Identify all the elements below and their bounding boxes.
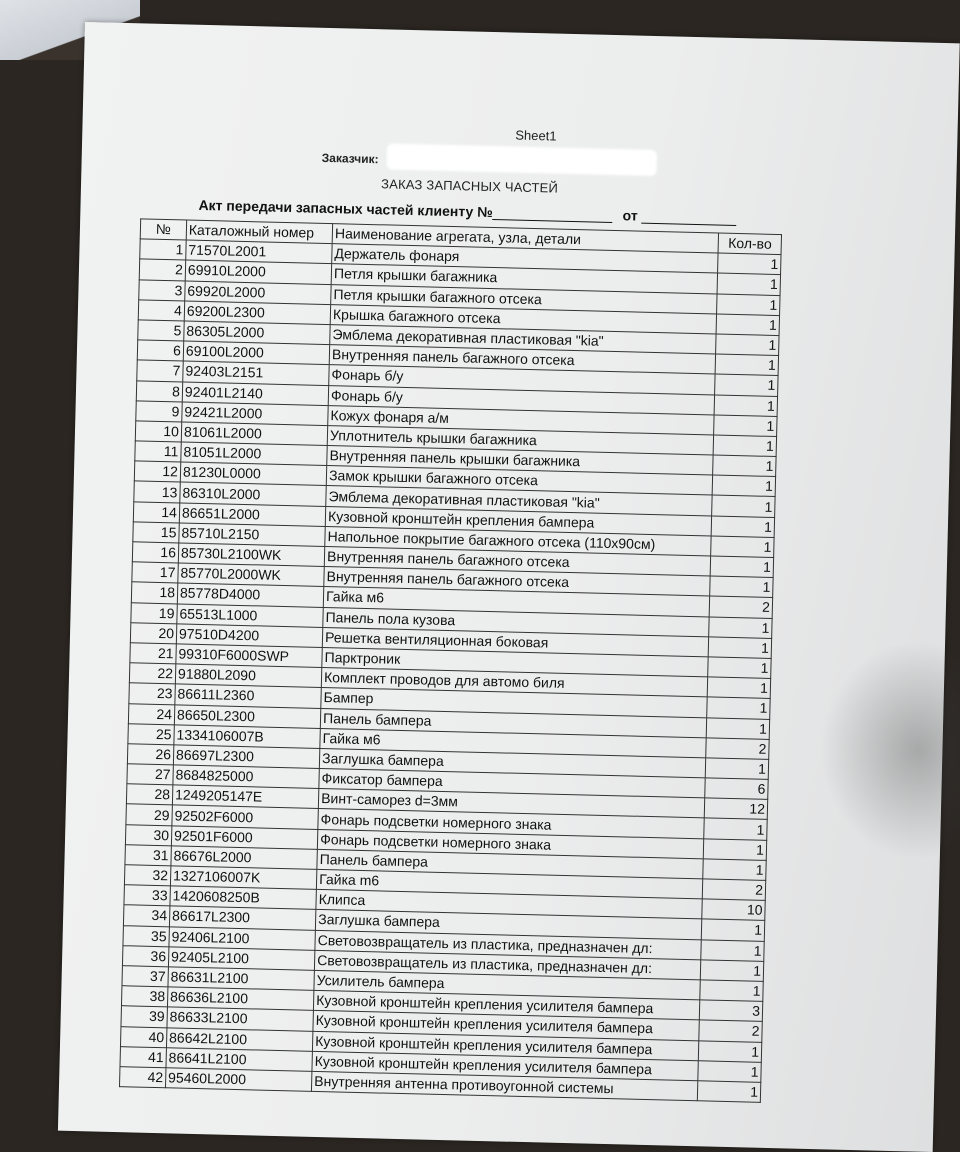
row-catalog-number: 86310L2000 [180,482,327,506]
row-number: 14 [133,501,179,522]
row-quantity: 1 [707,697,770,719]
row-part-name: Петля крышки багажника [331,264,718,294]
row-number: 18 [131,582,177,603]
row-quantity: 1 [711,516,774,538]
row-quantity: 1 [717,273,780,295]
row-part-name: Панель пола кузова [323,607,710,637]
row-number: 34 [123,905,169,926]
row-quantity: 1 [709,637,772,659]
header-catalog-number: Каталожный номер [186,220,333,244]
row-number: 9 [136,401,182,422]
row-catalog-number: 69910L2000 [185,260,332,284]
row-number: 8 [136,380,182,401]
row-catalog-number: 92401L2140 [182,381,329,405]
row-number: 42 [119,1067,165,1088]
row-quantity: 12 [705,798,768,820]
row-part-name: Комплект проводов для автомо биля [321,668,708,698]
row-part-name: Напольное покрытие багажного отсека (110х90см) [325,526,712,556]
row-catalog-number: 86651L2000 [179,503,326,527]
row-quantity: 1 [715,354,778,376]
row-part-name: Заглушка бампера [319,748,706,778]
row-part-name: Клипса [316,890,703,920]
row-quantity: 1 [703,859,766,881]
row-number: 31 [125,845,171,866]
row-part-name: Решетка вентиляционная боковая [322,627,709,657]
row-quantity: 1 [713,435,776,457]
row-catalog-number: 86650L2300 [174,704,321,728]
row-catalog-number: 95460L2000 [165,1068,312,1092]
row-catalog-number: 81051L2000 [181,442,328,466]
row-quantity: 1 [707,717,770,739]
row-quantity: 1 [712,475,775,497]
row-quantity: 1 [718,253,781,275]
row-catalog-number: 92405L2100 [168,947,315,971]
row-part-name: Фонарь б/у [328,385,715,415]
row-number: 15 [133,522,179,543]
row-quantity: 1 [710,556,773,578]
row-catalog-number: 91880L2090 [175,664,322,688]
row-number: 2 [139,259,185,280]
row-quantity: 1 [714,395,777,417]
row-quantity: 1 [709,616,772,638]
row-quantity: 1 [717,294,780,316]
row-number: 12 [134,461,180,482]
row-quantity: 10 [702,899,765,921]
act-title-text: Акт передачи запасных частей клиенту [198,196,474,220]
row-catalog-number: 85710L2150 [179,523,326,547]
row-quantity: 1 [698,1081,761,1103]
row-number: 32 [124,865,170,886]
row-number: 38 [121,986,167,1007]
row-catalog-number: 86641L2100 [166,1047,313,1071]
row-catalog-number: 81061L2000 [181,422,328,446]
row-number: 29 [126,804,172,825]
row-number: 39 [121,1006,167,1027]
row-quantity: 2 [699,1020,762,1042]
row-part-name: Кожух фонаря а/м [328,405,715,435]
row-catalog-number: 65513L1000 [177,603,324,627]
row-quantity: 1 [704,818,767,840]
row-quantity: 2 [710,596,773,618]
row-part-name: Гайка м6 [320,728,707,758]
row-number: 17 [132,562,178,583]
row-part-name: Кузовной кронштейн крепления бампера [325,506,712,536]
row-part-name: Петля крышки багажного отсека [331,284,718,314]
row-part-name: Внутренняя панель багажного отсека [329,345,716,375]
row-part-name: Усилитель бампера [314,970,701,1000]
row-number: 25 [128,723,174,744]
row-catalog-number: 86617L2300 [169,906,316,930]
row-catalog-number: 71570L2001 [186,240,333,264]
row-quantity: 1 [716,334,779,356]
row-catalog-number: 1420608250B [170,886,317,910]
row-catalog-number: 69920L2000 [185,281,332,305]
row-catalog-number: 86697L2300 [173,745,320,769]
row-catalog-number: 97510D4200 [176,624,323,648]
row-number: 28 [126,784,172,805]
row-number: 22 [129,663,175,684]
row-part-name: Внутренняя панель крышки багажника [327,446,714,476]
row-number: 26 [127,744,173,765]
row-quantity: 1 [700,980,763,1002]
row-part-name: Фиксатор бампера [319,769,706,799]
row-number: 19 [131,602,177,623]
row-catalog-number: 86611L2360 [175,684,322,708]
row-quantity: 2 [703,879,766,901]
row-part-name: Световозвращатель из пластика, предназначен дл: [314,950,701,980]
row-part-name: Панель бампера [317,849,704,879]
row-part-name: Парктроник [322,647,709,677]
row-part-name: Замок крышки багажного отсека [326,466,713,496]
row-part-name: Фонарь подсветки номерного знака [317,829,704,859]
row-part-name: Кузовной кронштейн крепления усилителя бампера [313,1011,700,1041]
row-number: 10 [135,421,181,442]
customer-label: Заказчик: [321,150,379,167]
row-part-name: Крышка багажного отсека [330,304,717,334]
paper-sheet [58,22,960,1152]
row-catalog-number: 92502F6000 [172,805,319,829]
header-number: № [140,219,186,240]
row-quantity: 1 [712,495,775,517]
row-quantity: 1 [713,455,776,477]
row-number: 20 [130,623,176,644]
row-part-name: Кузовной кронштейн крепления усилителя бампера [313,991,700,1021]
row-part-name: Гайка м6 [323,587,710,617]
row-part-name: Винт-саморез d=3мм [318,789,705,819]
row-number: 23 [129,683,175,704]
row-catalog-number: 86631L2100 [168,967,315,991]
row-quantity: 1 [710,576,773,598]
row-part-name: Световозвращатель из пластика, предназначен дл: [315,930,702,960]
row-quantity: 1 [708,677,771,699]
row-part-name: Бампер [321,688,708,718]
row-catalog-number: 92406L2100 [169,926,316,950]
row-catalog-number: 86642L2100 [166,1027,313,1051]
row-part-name: Фонарь подсветки номерного знака [318,809,705,839]
number-sign: № [477,203,494,221]
row-number: 4 [138,300,184,321]
row-quantity: 1 [714,415,777,437]
row-catalog-number: 8684825000 [173,765,320,789]
document-title: ЗАКАЗ ЗАПАСНЫХ ЧАСТЕЙ [380,176,559,196]
redacted-customer-name [386,143,657,176]
row-number: 30 [125,824,171,845]
row-quantity: 2 [706,738,769,760]
row-number: 7 [137,360,183,381]
row-part-name: Кузовной кронштейн крепления усилителя бампера [312,1051,699,1081]
row-number: 40 [120,1026,166,1047]
row-catalog-number: 99310F6000SWP [176,644,323,668]
date-blank [641,209,736,226]
row-number: 21 [130,643,176,664]
row-number: 11 [135,441,181,462]
table-body [119,239,781,1102]
row-number: 41 [120,1046,166,1067]
row-number: 36 [122,945,168,966]
row-catalog-number: 92501F6000 [171,825,318,849]
row-number: 13 [134,481,180,502]
row-part-name: Кузовной кронштейн крепления усилителя бампера [313,1031,700,1061]
row-quantity: 1 [702,919,765,941]
row-catalog-number: 1249205147E [172,785,319,809]
row-part-name: Эмблема декоративная пластиковая "kia" [330,325,717,355]
header-quantity: Кол-во [718,233,781,255]
row-quantity: 1 [701,960,764,982]
row-number: 33 [124,885,170,906]
row-quantity: 1 [699,1040,762,1062]
row-quantity: 6 [705,778,768,800]
number-blank [493,205,613,223]
row-part-name: Панель бампера [320,708,707,738]
row-number: 5 [138,320,184,341]
row-part-name: Внутренняя панель багажного отсека [324,547,711,577]
row-number: 3 [139,279,185,300]
row-catalog-number: 69200L2300 [184,301,331,325]
row-quantity: 1 [704,838,767,860]
parts-table [119,218,782,1102]
row-part-name: Эмблема декоративная пластиковая "kia" [326,486,713,516]
row-quantity: 1 [715,374,778,396]
row-number: 27 [127,764,173,785]
row-quantity: 1 [698,1060,761,1082]
row-number: 1 [140,239,186,260]
row-number: 16 [132,542,178,563]
row-number: 37 [122,966,168,987]
row-quantity: 1 [708,657,771,679]
row-part-name: Заглушка бампера [315,910,702,940]
row-catalog-number: 1327106007K [170,866,317,890]
row-catalog-number: 1334106007B [174,725,321,749]
sheet-label: Sheet1 [515,127,557,144]
row-catalog-number: 92403L2151 [183,361,330,385]
row-catalog-number: 69100L2000 [183,341,330,365]
row-catalog-number: 85730L2100WK [178,543,325,567]
row-catalog-number: 85770L2000WK [178,563,325,587]
row-number: 35 [123,925,169,946]
row-part-name: Уплотнитель крышки багажника [327,425,714,455]
row-catalog-number: 92421L2000 [182,402,329,426]
row-part-name: Внутренняя антенна противоугонной системы [312,1071,699,1101]
header-part-name: Наименование агрегата, узла, детали [332,224,719,254]
row-quantity: 1 [706,758,769,780]
row-number: 24 [128,703,174,724]
row-quantity: 1 [716,314,779,336]
row-catalog-number: 86636L2100 [167,987,314,1011]
row-part-name: Гайка m6 [316,869,703,899]
row-part-name: Внутренняя панель багажного отсека [324,567,711,597]
row-catalog-number: 81230L0000 [180,462,327,486]
row-quantity: 1 [701,939,764,961]
from-label: от [622,207,638,224]
row-catalog-number: 86676L2000 [171,846,318,870]
row-part-name: Держатель фонаря [332,244,719,274]
row-part-name: Фонарь б/у [329,365,716,395]
row-quantity: 1 [711,536,774,558]
row-catalog-number: 86305L2000 [184,321,331,345]
row-number: 6 [137,340,183,361]
row-catalog-number: 85778D4000 [177,583,324,607]
row-catalog-number: 86633L2100 [167,1007,314,1031]
row-quantity: 3 [700,1000,763,1022]
